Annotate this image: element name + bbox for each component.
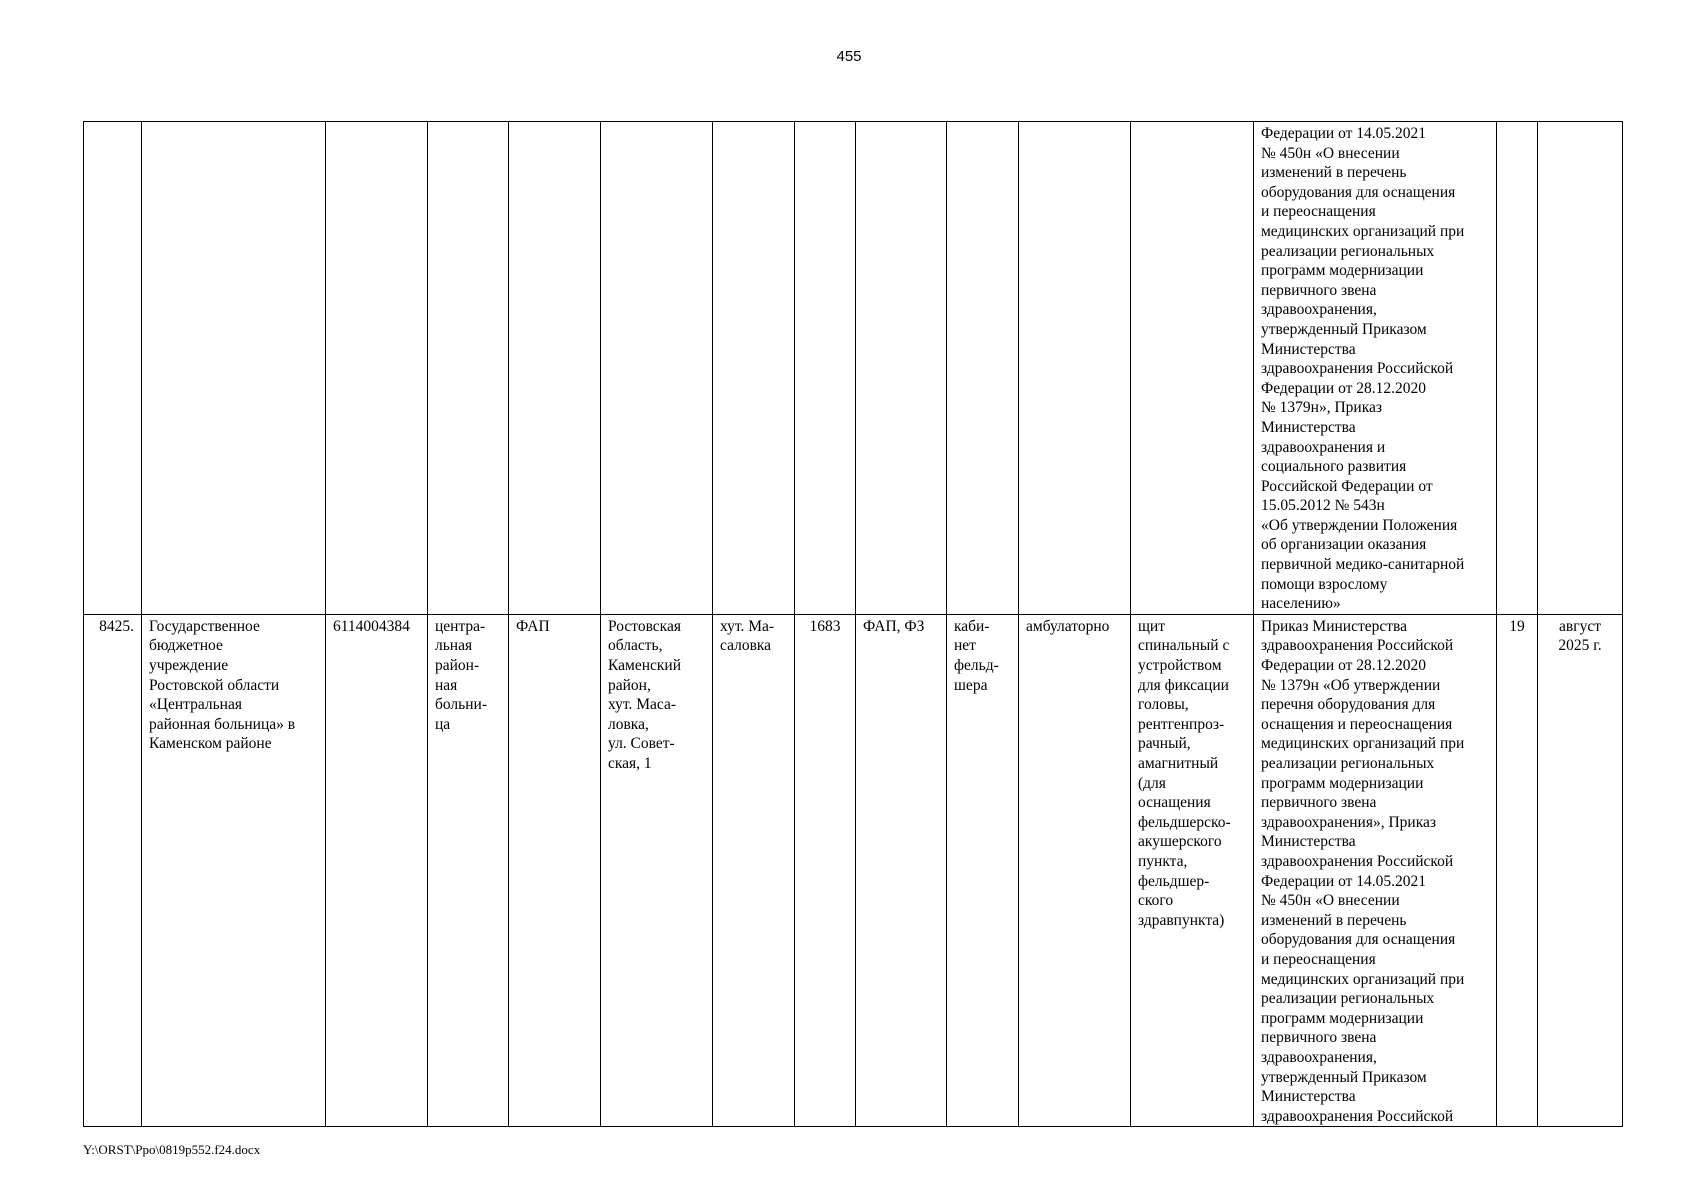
cell-unit-type [509,122,601,615]
cell-deadline [1538,122,1623,615]
cell-settlement: хут. Ма- саловка [713,614,795,1126]
cell-settlement [713,122,795,615]
cell-care-mode: амбулаторно [1019,614,1131,1126]
cell-institution: Государственное бюджетное учреждение Ростовской области «Центральная районная больница» в Каменском районе [142,614,326,1126]
cell-legal-basis: Федерации от 14.05.2021 № 450н «О внесении изменений в перечень оборудования для оснащения и переоснащения медицинских организаций при реализации региональных программ модернизации первичного звена здравоохранения, утвержденный Приказом Министерства здравоохранения Российской Федерации от 28.12.2020 № 1379н», Приказ Министерства здравоохранения и социального развития Российской Федерации от 15.05.2012 № 543н «Об утверждении Положения об организации оказания первичной медико-санитарной помощи взрослому населению» [1254,122,1497,615]
cell-facility [856,122,947,615]
cell-facility: ФАП, ФЗ [856,614,947,1126]
cell-legal-basis: Приказ Министерства здравоохранения Российской Федерации от 28.12.2020 № 1379н «Об утверждении перечня оборудования для оснащения и переоснащения медицинских организаций при реализации региональных программ модернизации первичного звена здравоохранения», Приказ Министерства здравоохранения Российской Федерации от 14.05.2021 № 450н «О внесении изменений в перечень оборудования для оснащения и переоснащения медицинских организаций при реализации региональных программ модернизации первичного звена здравоохранения, утвержденный Приказом Министерства здравоохранения Российской [1254,614,1497,1126]
cell-number [84,122,142,615]
cell-unit-type: ФАП [509,614,601,1126]
equipment-table [83,121,1623,1127]
cell-quantity [1497,122,1538,615]
table-row-continuation [84,122,1623,615]
page-number: 455 [836,48,862,65]
cell-address: Ростовская область, Каменский район, хут. Маса- ловка, ул. Совет- ская, 1 [601,614,713,1126]
cell-number: 8425. [84,614,142,1126]
cell-equipment [1131,122,1254,615]
cell-inn: 6114004384 [326,614,428,1126]
cell-deadline: август 2025 г. [1538,614,1623,1126]
cell-room [947,122,1019,615]
cell-population [795,122,856,615]
table-row-8425 [84,614,1623,1126]
cell-room: каби- нет фельд- шера [947,614,1019,1126]
cell-inn [326,122,428,615]
cell-institution [142,122,326,615]
cell-equipment: щит спинальный с устройством для фиксации головы, рентгенпроз- рачный, амагнитный (для оснащения фельдшерско- акушерского пункта, фельдшер- ского здравпункта) [1131,614,1254,1126]
cell-org-type [428,122,509,615]
cell-quantity: 19 [1497,614,1538,1126]
cell-population: 1683 [795,614,856,1126]
footer-file-path: Y:\ORST\Ppo\0819p552.f24.docx [83,1142,261,1157]
cell-org-type: центра- льная район- ная больни- ца [428,614,509,1126]
cell-address [601,122,713,615]
cell-care-mode [1019,122,1131,615]
